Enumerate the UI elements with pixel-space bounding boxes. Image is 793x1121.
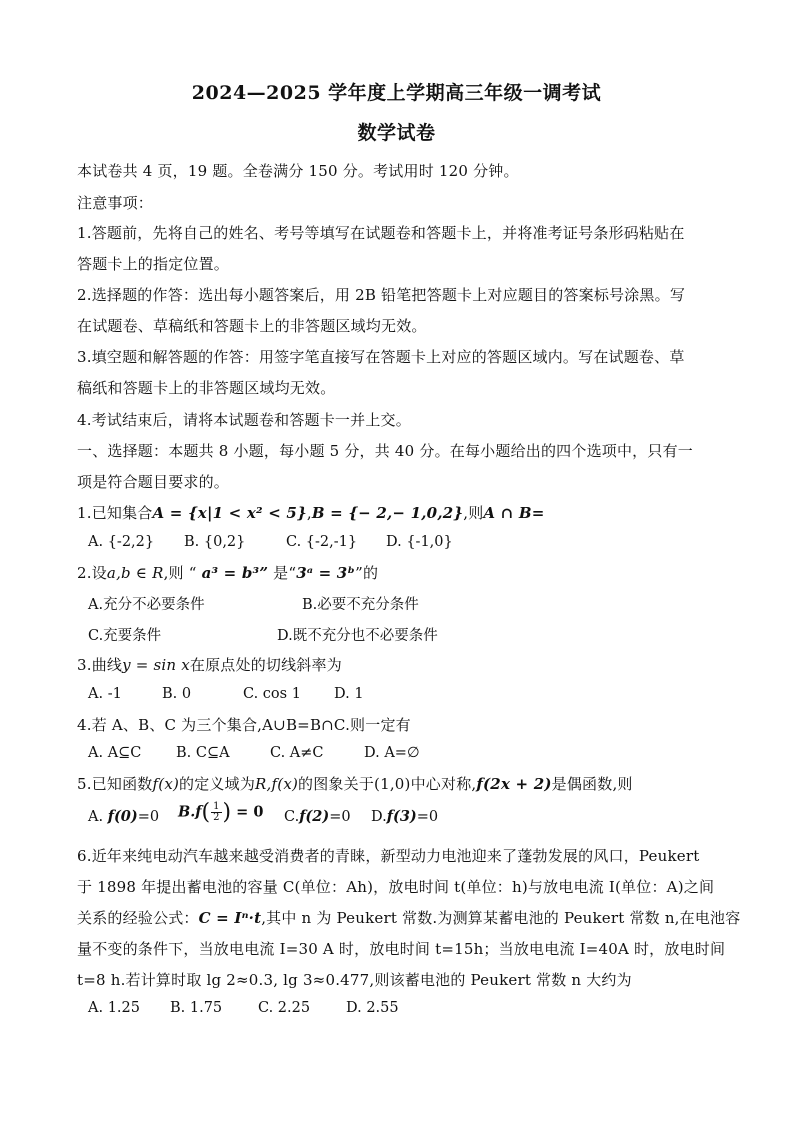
option-d [371, 808, 438, 825]
question-text: 的定义域为 [179, 775, 256, 793]
question-text: 2.设 [77, 564, 107, 582]
math-expression: f(2x + 2) [476, 775, 552, 793]
question-text: ”的 [355, 564, 379, 582]
math-expression: B = {− 2,− 1,0,2} [311, 504, 464, 522]
question-text: 的图象关于(1,0)中心对称, [298, 775, 477, 793]
section-heading-cont: 项是符合题目要求的。 [77, 473, 230, 491]
question-6-line: 于 1898 年提出蓄电池的容量 C(单位：Ah)，放电时间 t(单位：h)与放电电流 I(单位：A)之间 [77, 878, 715, 896]
notice-label: 注意事项： [77, 194, 154, 212]
math-expression: f(2) [299, 808, 330, 825]
option-label: C. [284, 809, 300, 825]
question-text: 是“ [268, 564, 297, 582]
math-expression: a³ = b³” [201, 564, 269, 582]
option-b: B. C⊆A [176, 745, 230, 761]
math-expression: f(x) [152, 775, 180, 793]
question-text: 是偶函数,则 [551, 775, 633, 793]
notice-line: 在试题卷、草稿纸和答题卡上的非答题区域均无效。 [77, 317, 427, 335]
option-c [284, 808, 351, 825]
math-expression: C = Iⁿ·t [198, 909, 262, 927]
math-expression: y = sin x [122, 656, 190, 674]
fraction [211, 802, 221, 823]
exam-summary: 本试卷共 4 页，19 题。全卷满分 150 分。考试用时 120 分钟。 [77, 162, 519, 180]
notice-line: 稿纸和答题卡上的非答题区域均无效。 [77, 379, 336, 397]
exam-title: 2024—2025 学年度上学期高三年级一调考试 [191, 82, 602, 104]
math-expression: f(3) [386, 808, 417, 825]
option-a: A. 1.25 [88, 1000, 140, 1016]
option-b: B. {0,2} [184, 534, 246, 550]
question-text: ,则 “ [163, 564, 202, 582]
question-6-line: t=8 h.若计算时取 lg 2≈0.3, lg 3≈0.477,则该蓄电池的 Peukert 常数 n 大约为 [77, 971, 632, 989]
option-b: B. 1.75 [170, 1000, 223, 1016]
option-value: =0 [329, 809, 351, 825]
option-a [88, 808, 159, 825]
notice-line: 1.答题前，先将自己的姓名、考号等填写在试题卷和答题卡上，并将准考证号条形码粘贴在 [77, 224, 685, 242]
math-expression: R,f(x) [255, 775, 299, 793]
section-heading: 一、选择题：本题共 8 小题，每小题 5 分，共 40 分。在每小题给出的四个选项中，只有一 [77, 442, 693, 460]
option-b: B. 0 [162, 686, 192, 702]
question-4: 4.若 A、B、C 为三个集合,A∪B=B∩C.则一定有 [77, 716, 411, 734]
math-expression: f(0) [107, 808, 138, 825]
question-6-line: 量不变的条件下，当放电电流 I=30 A 时，放电时间 t=15h；当放电电流 I=40A 时，放电时间 [77, 940, 726, 958]
math-expression: A ∩ B= [483, 504, 545, 522]
math-expression: A = {x|1 < x² < 5} [152, 504, 307, 522]
question-6: 6.近年来纯电动汽车越来越受消费者的青睐，新型动力电池迎来了蓬勃发展的风口，Peukert [77, 847, 700, 865]
option-a: A. -1 [88, 686, 122, 702]
option-label: A. [88, 809, 108, 825]
option-d: D.既不充分也不必要条件 [277, 628, 438, 644]
option-c: C. cos 1 [243, 686, 301, 702]
question-text: 1.已知集合 [77, 504, 153, 522]
option-d: D. A=∅ [364, 745, 420, 761]
question-6-line [77, 907, 740, 928]
option-c: C.充要条件 [88, 628, 162, 644]
option-a: A. {-2,2} [88, 534, 155, 550]
option-label: B.f [178, 803, 202, 821]
question-2 [77, 562, 378, 583]
question-text: ,则 [463, 504, 484, 522]
question-text: 5.已知函数 [77, 775, 153, 793]
notice-line: 答题卡上的指定位置。 [77, 255, 230, 273]
notice-line: 3.填空题和解答题的作答：用签字笔直接写在答题卡上对应的答题区域内。写在试题卷、草 [77, 348, 685, 366]
question-3 [77, 654, 342, 675]
fraction-numerator: 1 [213, 801, 220, 812]
option-b [178, 800, 263, 825]
option-c: C. {-2,-1} [286, 534, 358, 550]
notice-line: 4.考试结束后，请将本试题卷和答题卡一并上交。 [77, 411, 411, 429]
question-text: 在原点处的切线斜率为 [189, 656, 342, 674]
question-1 [77, 502, 545, 523]
paren-left: ( [201, 800, 211, 825]
option-value: =0 [416, 809, 439, 825]
option-b: B.必要不充分条件 [302, 597, 419, 613]
option-value: = 0 [231, 803, 264, 821]
option-d: D. {-1,0} [386, 534, 453, 550]
exam-subtitle: 数学试卷 [357, 122, 436, 144]
option-label: D. [371, 809, 387, 825]
question-text: 关系的经验公式： [77, 909, 199, 927]
option-value: =0 [137, 809, 160, 825]
notice-line: 2.选择题的作答：选出每小题答案后，用 2B 铅笔把答题卡上对应题目的答案标号涂黑。写 [77, 286, 686, 304]
question-text: ,其中 n 为 Peukert 常数.为测算某蓄电池的 Peukert 常数 n,在电池容 [261, 909, 741, 927]
fraction-denominator: 2 [213, 812, 220, 823]
option-a: A.充分不必要条件 [88, 597, 205, 613]
paren-right: ) [222, 800, 232, 825]
option-a: A. A⊆C [88, 745, 142, 761]
option-d: D. 2.55 [346, 1000, 399, 1016]
option-c: C. A≠C [270, 745, 324, 761]
option-c: C. 2.25 [258, 1000, 311, 1016]
question-text: , [306, 504, 312, 522]
question-text: 3.曲线 [77, 656, 123, 674]
math-expression: a,b ∈ R [106, 564, 164, 582]
option-d: D. 1 [334, 686, 364, 702]
question-5 [77, 773, 633, 794]
math-expression: 3ᵃ = 3ᵇ [296, 564, 356, 582]
